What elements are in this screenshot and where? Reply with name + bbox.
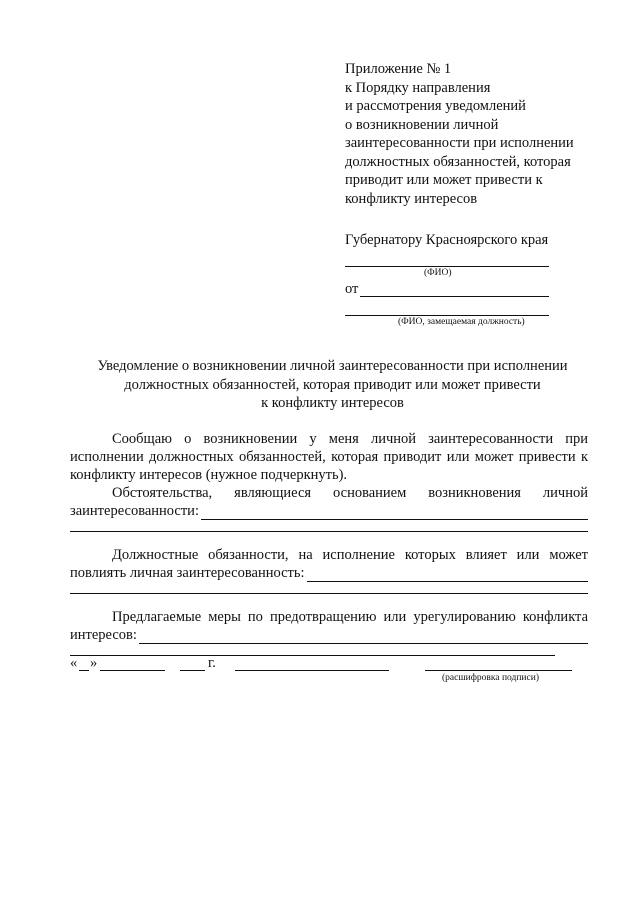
duties-label: повлиять личная заинтересованность:	[70, 565, 305, 581]
from-label: от	[345, 281, 359, 297]
circumstances-field[interactable]	[201, 506, 588, 520]
quote-close: »	[90, 655, 98, 671]
circumstances-label: заинтересованности:	[70, 503, 199, 519]
appendix-line: заинтересованности при исполнении	[345, 135, 574, 151]
month-field[interactable]	[100, 670, 165, 671]
title-line: Уведомление о возникновении личной заинтересованности при исполнении	[97, 358, 568, 374]
circumstances-extra-line[interactable]	[70, 520, 588, 532]
signature-field[interactable]	[235, 670, 389, 671]
signature-caption: (расшифровка подписи)	[442, 673, 539, 683]
appendix-line: и рассмотрения уведомлений	[345, 98, 526, 114]
appendix-line: приводит или может привести к	[345, 172, 543, 188]
duties-row	[70, 564, 588, 582]
signature-decoding-field[interactable]	[425, 670, 572, 671]
position-field-line[interactable]	[345, 315, 549, 316]
position-caption: (ФИО, замещаемая должность)	[398, 317, 525, 327]
quote-open: «	[70, 655, 78, 671]
appendix-line: о возникновении личной	[345, 116, 499, 133]
measures-row	[70, 626, 588, 644]
spacer	[70, 538, 588, 546]
measures-first-line: Предлагаемые меры по предотвращению или урегулированию конфликта	[112, 609, 588, 625]
duties-extra-line[interactable]	[70, 582, 588, 594]
appendix-line: должностных обязанностей, которая	[345, 153, 571, 170]
fio-caption: (ФИО)	[424, 268, 452, 278]
day-field[interactable]	[79, 670, 89, 671]
year-field[interactable]	[180, 670, 205, 671]
spacer	[70, 600, 588, 608]
appendix-line: конфликту интересов	[345, 190, 478, 207]
year-suffix: г.	[208, 655, 216, 671]
appendix-block	[345, 60, 615, 208]
appendix-line: Приложение № 1	[345, 61, 452, 77]
notice-body	[70, 430, 588, 662]
title-line: к конфликту интересов	[261, 395, 404, 411]
addressee: Губернатору Красноярского края	[345, 232, 549, 248]
fio-field-line[interactable]	[345, 266, 549, 267]
measures-field[interactable]	[139, 630, 588, 644]
statement-paragraph: Сообщаю о возникновении у меня личной заинтересованности при исполнении должностных обязанностей, которая приводит или может привести к конфликту интересов (нужное подчеркнуть).	[70, 431, 588, 483]
measures-extra-line[interactable]	[70, 644, 555, 656]
appendix-line: к Порядку направления	[345, 79, 491, 96]
title-line: должностных обязанностей, которая приводит или может привести	[124, 376, 541, 393]
measures-label: интересов:	[70, 627, 137, 643]
duties-first-line: Должностные обязанности, на исполнение которых влияет или может	[112, 547, 588, 563]
duties-field[interactable]	[307, 568, 588, 582]
circumstances-row	[70, 502, 588, 520]
notice-title	[70, 357, 595, 413]
circumstances-first-line: Обстоятельства, являющиеся основанием возникновения личной	[112, 485, 588, 501]
from-field-line[interactable]	[360, 296, 549, 297]
